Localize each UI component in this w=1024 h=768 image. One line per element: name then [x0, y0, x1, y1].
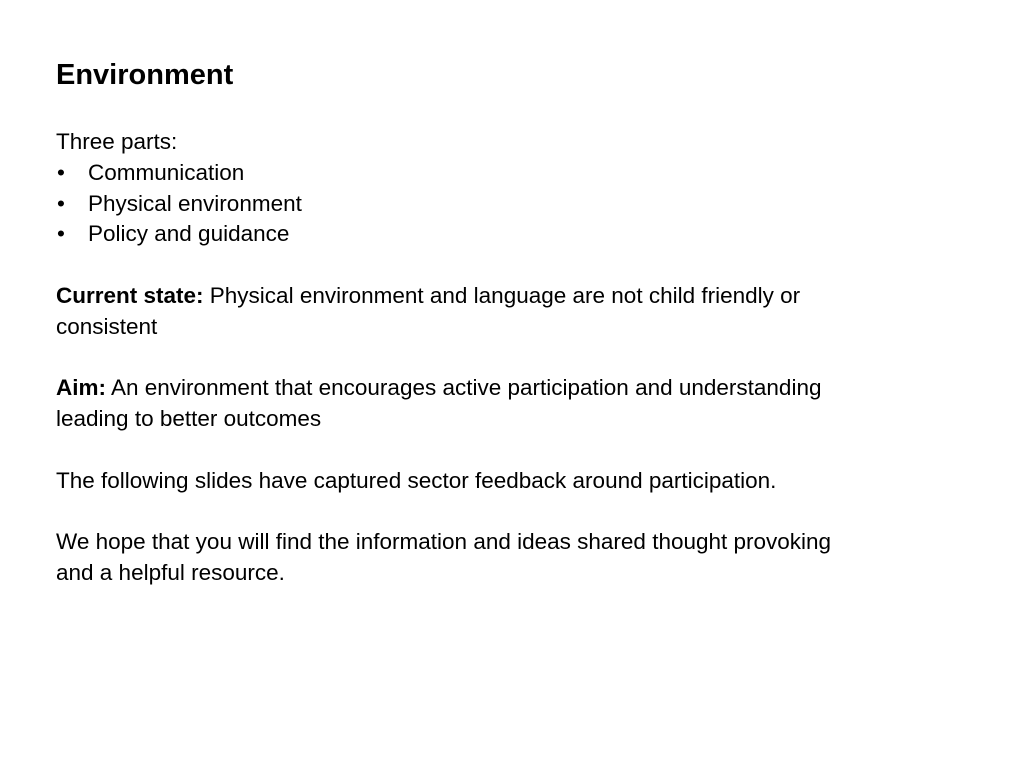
spacer	[56, 250, 836, 281]
current-state-text: Physical environment and language are not child friendly or consistent	[56, 282, 801, 339]
bullet-icon: •	[57, 221, 65, 247]
intro-text: Three parts:	[56, 129, 178, 154]
list-item-label: Communication	[88, 159, 245, 185]
slide-title: Environment	[56, 59, 234, 91]
spacer	[56, 497, 836, 528]
list-item-label: Physical environment	[88, 190, 302, 216]
aim-text: An environment that encourages active participation and understanding leading to better outcomes	[56, 375, 822, 432]
slide-body	[56, 127, 836, 589]
spacer	[56, 343, 836, 374]
list-item-label: Policy and guidance	[88, 221, 290, 247]
aim-paragraph	[56, 373, 836, 435]
current-state-label: Current state:	[56, 282, 204, 308]
bullet-icon: •	[57, 190, 65, 216]
aim-label: Aim:	[56, 375, 106, 401]
parts-list	[56, 158, 836, 250]
spacer	[56, 435, 836, 466]
list-item	[56, 219, 836, 250]
list-item	[56, 158, 836, 189]
list-item	[56, 189, 836, 220]
feedback-paragraph: The following slides have captured sector feedback around participation.	[56, 467, 777, 493]
bullet-icon: •	[57, 159, 65, 185]
current-state-paragraph	[56, 281, 836, 343]
closing-paragraph: We hope that you will find the information and ideas shared thought provoking and a helpful resource.	[56, 529, 832, 586]
